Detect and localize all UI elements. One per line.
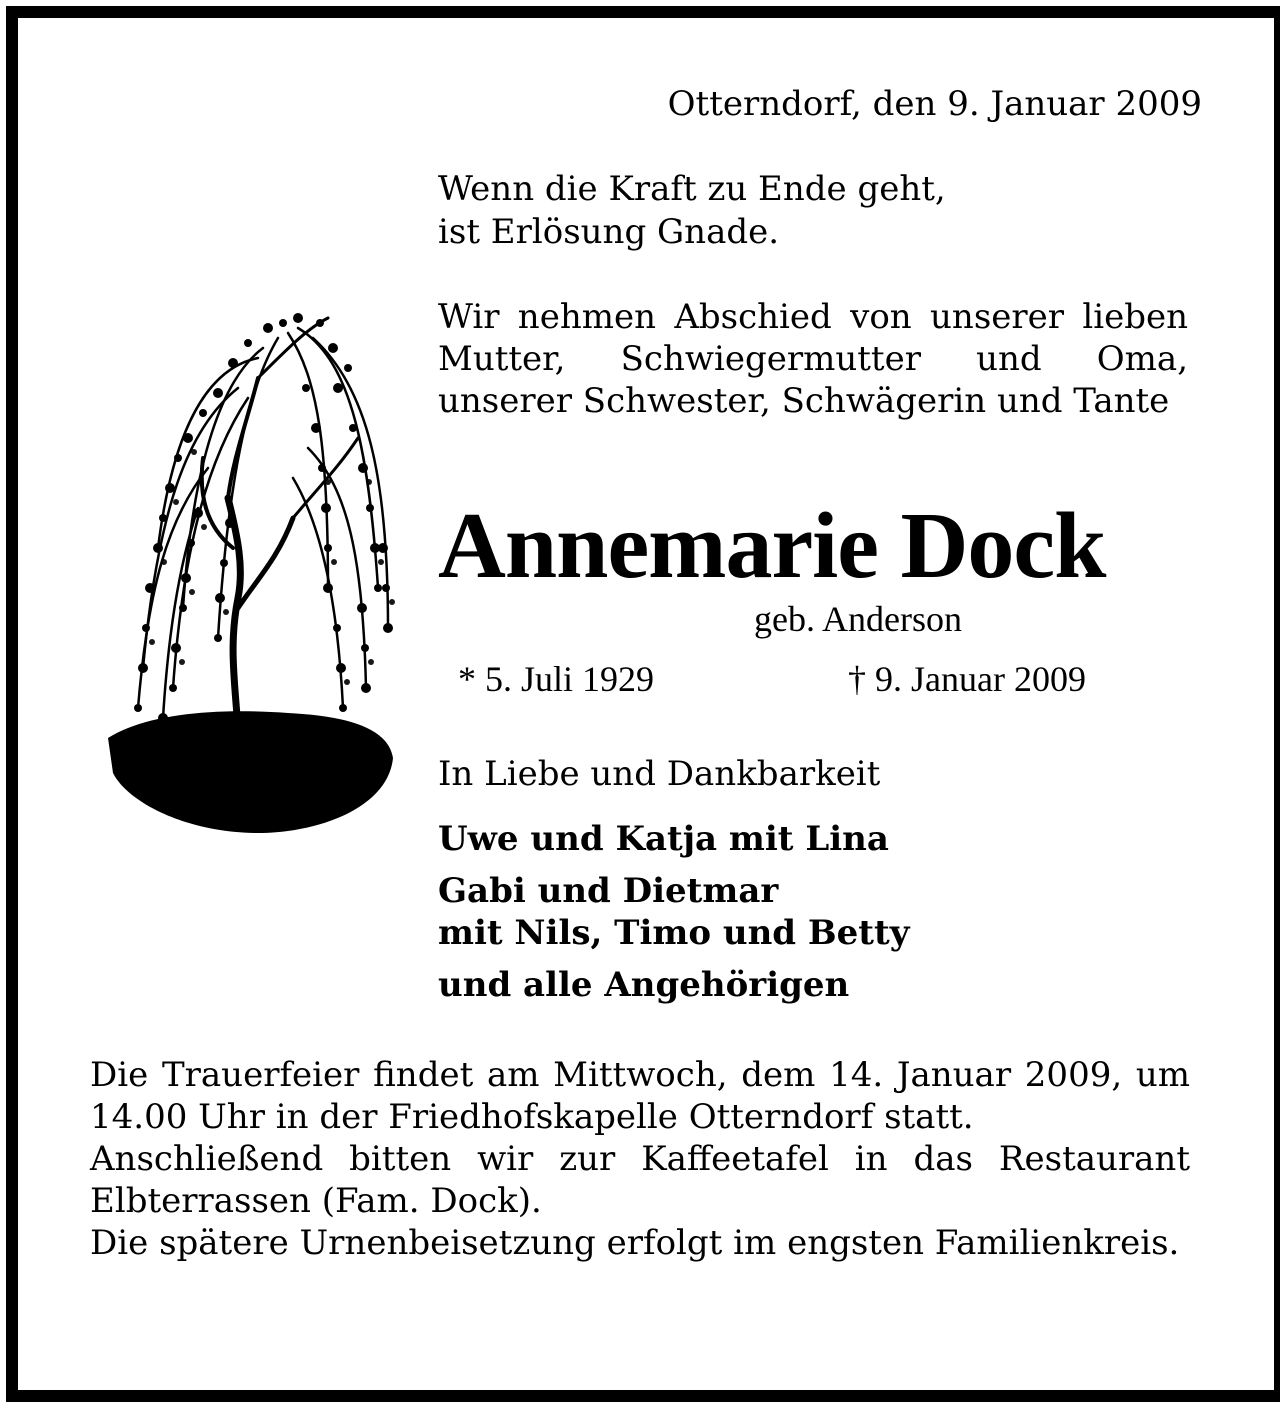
motto <box>438 168 1188 254</box>
funeral-paragraph: Die spätere Urnenbeisetzung erfolgt im engsten Familienkreis. <box>90 1223 1180 1263</box>
love-line: In Liebe und Dankbarkeit <box>438 754 881 794</box>
motto-line: ist Erlösung Gnade. <box>438 212 780 252</box>
family-line: mit Nils, Timo und Betty <box>438 913 910 953</box>
family-line: und alle Angehörigen <box>438 965 850 1005</box>
place-date: Otterndorf, den 9. Januar 2009 <box>667 84 1202 124</box>
funeral-paragraph: Die Trauerfeier findet am Mittwoch, dem 14. Januar 2009, um 14.00 Uhr in der Friedhofskapelle Otterndorf statt. <box>90 1055 1190 1137</box>
family-line: Uwe und Katja mit Lina <box>438 819 889 859</box>
death-date: † 9. Januar 2009 <box>848 659 1086 699</box>
family-group <box>438 870 1188 954</box>
birth-date: * 5. Juli 1929 <box>458 659 655 699</box>
funeral-info <box>90 1054 1190 1264</box>
maiden-name: geb. Anderson <box>754 599 962 639</box>
intro-text: Wir nehmen Abschied von unserer lieben Mutter, Schwiegermutter und Oma, unserer Schwester, Schwägerin und Tante <box>438 297 1188 421</box>
willow-tree-image <box>88 288 408 848</box>
funeral-paragraph: Anschließend bitten wir zur Kaffeetafel in das Restaurant Elbterrassen (Fam. Dock). <box>90 1139 1190 1221</box>
motto-line: Wenn die Kraft zu Ende geht, <box>438 169 946 209</box>
deceased-name: Annemarie Dock <box>438 494 1106 598</box>
notice-frame <box>6 6 1280 1402</box>
family-line: Gabi und Dietmar <box>438 871 779 911</box>
